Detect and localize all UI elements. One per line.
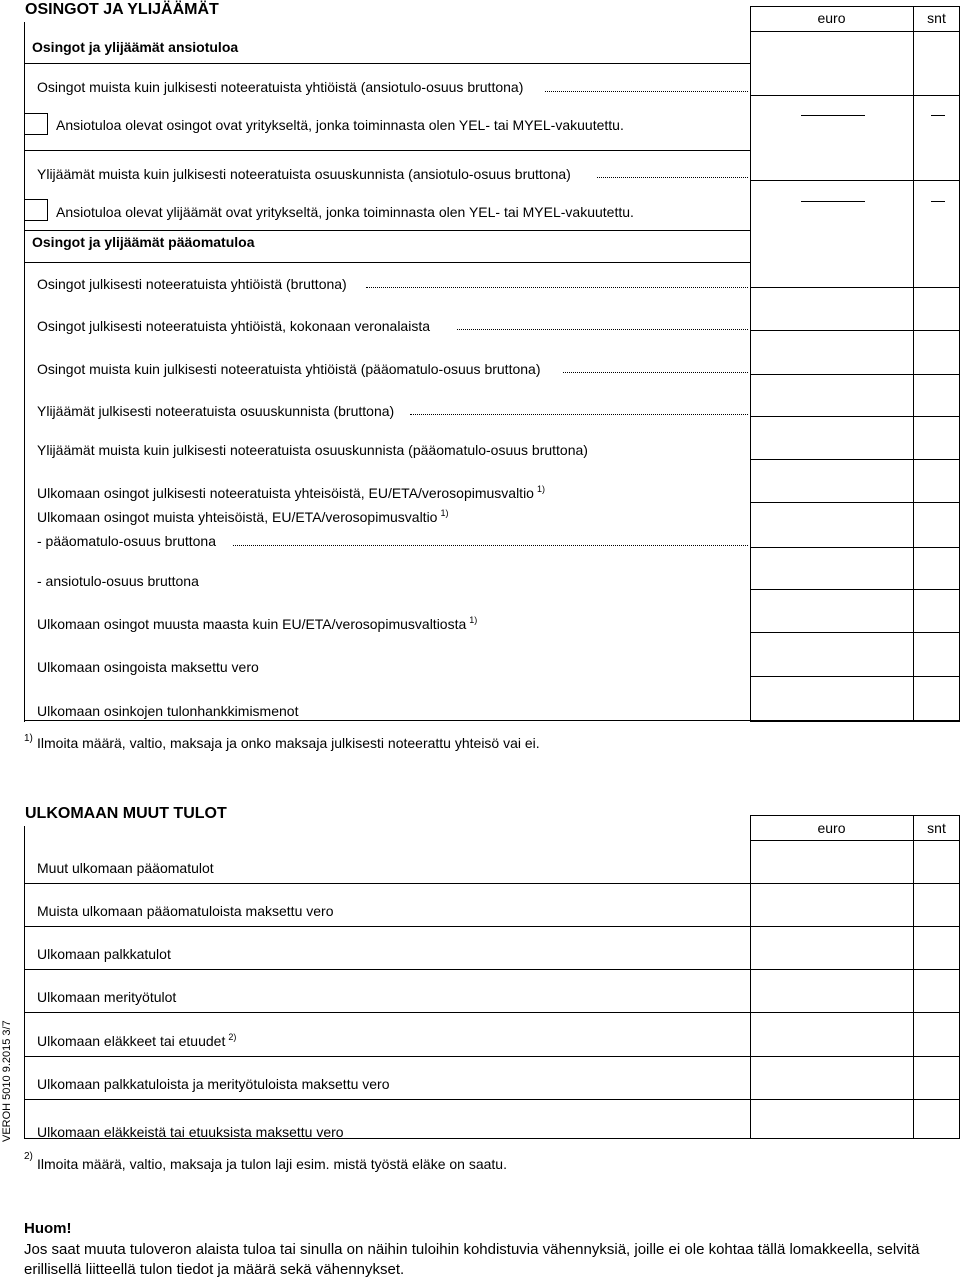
paaoma-1-snt-input[interactable] [915,264,958,286]
footnote-ref-2: 2) [228,1032,237,1042]
row-label-ulk-julk: Ulkomaan osingot julkisesti noteeratuista yhteisöistä, EU/ETA/verosopimusvaltio $^{1)}$ [37,484,545,501]
row-label-ulk-paaoma-vero: Muista ulkomaan pääomatuloista maksettu vero [37,903,334,919]
row-label-ulk-merityo: Ulkomaan merityötulot [37,989,177,1005]
checkbox-label-ylijaama: Ansiotuloa olevat ylijäämät ovat yritykseltä, jonka toiminnasta olen YEL- tai MYEL-vakuutettu. [56,204,634,220]
footnote-ref-1c: 1) [469,615,478,625]
footnote-2-text: Ilmoita määrä, valtio, maksaja ja tulon laji esim. mistä työstä eläke on saatu. [37,1156,507,1172]
section2-left-border [24,826,25,1139]
euro-snt-divider [913,6,914,722]
paaoma-3-euro-input[interactable] [752,351,910,373]
ulk-palkka-snt-input[interactable] [915,940,958,962]
col-euro-header-2: euro [817,820,846,836]
ulk-palkka-euro-input[interactable] [752,940,910,962]
ulk-palkka-vero-snt-input[interactable] [915,1070,958,1092]
ulk-paaoma-vero-euro-input[interactable] [752,897,910,919]
subsection-ansiotuloa: Osingot ja ylijäämät ansiotuloa [32,39,239,55]
footnote-1-mark: 1) [24,733,33,744]
yel-osinko-checkbox[interactable] [24,113,48,135]
ylijaama-share-snt-line [931,201,945,202]
osinko-share-snt-line [931,115,945,116]
row-label-ulk-menot: Ulkomaan osinkojen tulonhankkimismenot [37,703,299,719]
paaoma-2-euro-input[interactable] [752,307,910,329]
ansio-osinko-euro-input[interactable] [752,70,910,92]
ulk-paaomatulot-euro-input[interactable] [752,854,910,876]
row-label-ansio-osinko: Osingot muista kuin julkisesti noteeratuista yhtiöistä (ansiotulo-osuus bruttona) [37,79,524,95]
paaoma-osuus-snt-input[interactable] [915,524,958,546]
paaoma-3-snt-input[interactable] [915,351,958,373]
footnote-2-mark: 2) [24,1151,33,1162]
notice-title: Huom! [24,1220,72,1237]
row-label-ulk-elake-vero: Ulkomaan eläkkeistä tai etuuksista maksettu vero [37,1124,344,1140]
row-label-ulk-muu-maa: Ulkomaan osingot muusta maasta kuin EU/ETA/verosopimusvaltiosta $^{1)}$ [37,615,478,632]
ansio-osuus-snt-input[interactable] [915,566,958,588]
row-label-ulk-paaomatulot: Muut ulkomaan pääomatulot [37,860,214,876]
col-euro-header: euro [817,10,846,26]
ulk-elake-snt-input[interactable] [915,1027,958,1049]
ulk-merityo-snt-input[interactable] [915,983,958,1005]
row-label-ansio-osuus: - ansiotulo-osuus bruttona [37,573,199,589]
section-title-ulkomaan-muut: ULKOMAAN MUUT TULOT [25,805,227,822]
notice-text: Jos saat muuta tuloveron alaista tuloa tai sinulla on näihin tuloihin kohdistuvia vähennyksiä, joille ei ole kohtaa tällä lomakkeella, selvitä erillisellä liitteellä tulon tiedot ja määrä sekä vähennykset. [24,1241,920,1278]
row-label-paaoma-1: Osingot julkisesti noteeratuista yhtiöistä (bruttona) [37,276,347,292]
ulk-merityo-euro-input[interactable] [752,983,910,1005]
paaoma-osuus-euro-input[interactable] [752,524,910,546]
ulk-palkka-vero-euro-input[interactable] [752,1070,910,1092]
paaoma-5-snt-input[interactable] [915,436,958,458]
row-label-ulk-palkka: Ulkomaan palkkatulot [37,946,171,962]
ulk-menot-snt-input[interactable] [915,697,958,719]
yel-ylijaama-checkbox[interactable] [24,199,48,221]
ulk-menot-euro-input[interactable] [752,697,910,719]
ulk-elake-vero-snt-input[interactable] [915,1112,958,1134]
footnote-ref-1b: 1) [440,508,449,518]
form-code-label: VEROH 5010 9.2015 3/7 [1,1020,13,1142]
ulk-julk-euro-input[interactable] [752,479,910,501]
paaoma-4-euro-input[interactable] [752,393,910,415]
row-label-paaoma-3: Osingot muista kuin julkisesti noteeratuista yhtiöistä (pääomatulo-osuus bruttona) [37,361,541,377]
row-label-ulk-vero: Ulkomaan osingoista maksettu vero [37,659,259,675]
paaoma-5-euro-input[interactable] [752,436,910,458]
ulk-julk-snt-input[interactable] [915,479,958,501]
ulk-muu-maa-snt-input[interactable] [915,609,958,631]
header-underline [750,31,960,32]
section-title-osingot: OSINGOT JA YLIJÄÄMÄT [25,1,219,18]
row-label-paaoma-5: Ylijäämät muista kuin julkisesti noteeratuista osuuskunnista (pääomatulo-osuus bruttona) [37,442,588,458]
row-label-paaoma-osuus: - pääomatulo-osuus bruttona [37,533,216,549]
subsection-paaomatuloa: Osingot ja ylijäämät pääomatuloa [32,234,255,250]
row-label-ulk-muista: Ulkomaan osingot muista yhteisöistä, EU/ETA/verosopimusvaltio $^{1)}$ [37,508,449,525]
paaoma-4-snt-input[interactable] [915,393,958,415]
row-label-ulk-elake: Ulkomaan eläkkeet tai etuudet $^{2)}$ [37,1032,237,1049]
ansio-osuus-euro-input[interactable] [752,566,910,588]
ylijaama-share-euro-line [801,201,865,202]
checkbox-label-osinko: Ansiotuloa olevat osingot ovat yritykseltä, jonka toiminnasta olen YEL- tai MYEL-vakuutettu. [56,117,624,133]
paaoma-1-euro-input[interactable] [752,264,910,286]
ulk-elake-euro-input[interactable] [752,1027,910,1049]
row-label-ulk-palkka-vero: Ulkomaan palkkatuloista ja merityötuloista maksettu vero [37,1076,390,1092]
col-snt-header: snt [927,10,946,26]
ulk-muu-maa-euro-input[interactable] [752,609,910,631]
col-snt-header-2: snt [927,820,946,836]
ulk-paaomatulot-snt-input[interactable] [915,854,958,876]
footnote-1-text: Ilmoita määrä, valtio, maksaja ja onko maksaja julkisesti noteerattu yhteisö vai ei. [37,735,540,751]
ulk-elake-vero-euro-input[interactable] [752,1112,910,1134]
ansio-osinko-snt-input[interactable] [915,70,958,92]
osinko-share-euro-line [801,115,865,116]
ulk-vero-snt-input[interactable] [915,653,958,675]
footnote-ref-1: 1) [536,484,545,494]
paaoma-2-snt-input[interactable] [915,307,958,329]
row-label-paaoma-2: Osingot julkisesti noteeratuista yhtiöistä, kokonaan veronalaista [37,318,430,334]
row-label-ansio-ylijaama: Ylijäämät muista kuin julkisesti noteeratuista osuuskunnista (ansiotulo-osuus bruttona) [37,166,571,182]
ansio-ylijaama-snt-input[interactable] [915,156,958,178]
ansio-ylijaama-euro-input[interactable] [752,156,910,178]
ulk-paaoma-vero-snt-input[interactable] [915,897,958,919]
row-label-paaoma-4: Ylijäämät julkisesti noteeratuista osuuskunnista (bruttona) [37,403,395,419]
ulk-vero-euro-input[interactable] [752,653,910,675]
